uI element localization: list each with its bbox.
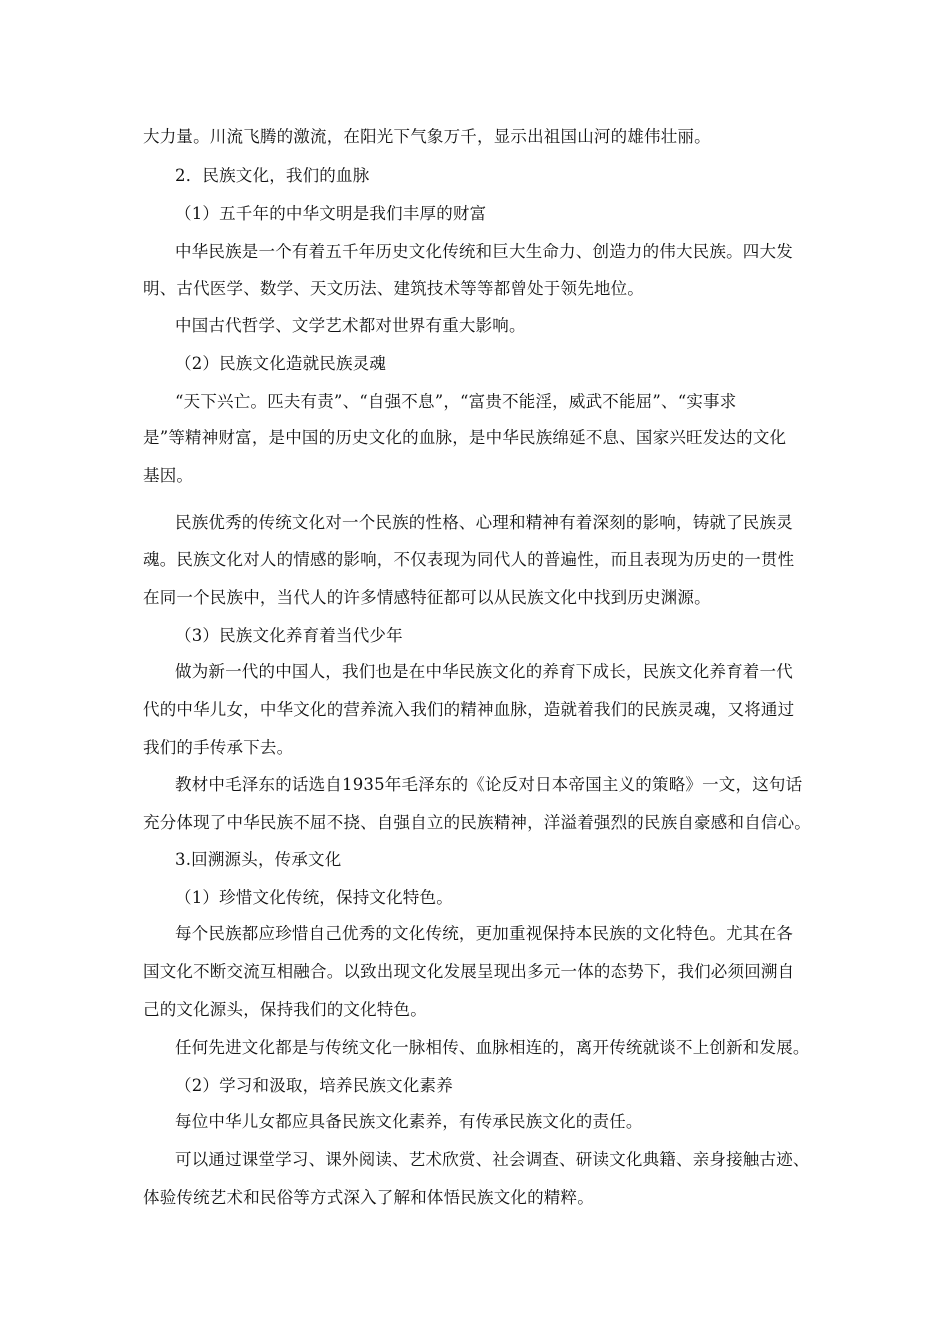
subsection-heading: （1）五千年的中华文明是我们丰厚的财富 (175, 204, 487, 223)
text-line: 是”等精神财富，是中国的历史文化的血脉，是中华民族绵延不息、国家兴旺发达的文化 (143, 428, 787, 447)
section-heading: 2．民族文化，我们的血脉 (175, 166, 370, 185)
text-line: 代的中华儿女，中华文化的营养流入我们的精神血脉，造就着我们的民族灵魂，又将通过 (143, 700, 795, 719)
text-line: 任何先进文化都是与传统文化一脉相传、血脉相连的，离开传统就谈不上创新和发展。 (175, 1038, 810, 1057)
text-line: 在同一个民族中，当代人的许多情感特征都可以从民族文化中找到历史渊源。 (143, 588, 711, 607)
text-line: 中国古代哲学、文学艺术都对世界有重大影响。 (175, 316, 526, 335)
section-heading: 3.回溯源头，传承文化 (175, 850, 342, 869)
text-line: 基因。 (143, 466, 194, 485)
subsection-heading: （2）学习和汲取，培养民族文化素养 (175, 1076, 453, 1095)
text-line: 明、古代医学、数学、天文历法、建筑技术等等都曾处于领先地位。 (143, 279, 644, 298)
text-line: 每位中华儿女都应具备民族文化素养，有传承民族文化的责任。 (175, 1112, 643, 1131)
text-line: 中华民族是一个有着五千年历史文化传统和巨大生命力、创造力的伟大民族。四大发 (175, 242, 793, 261)
text-line: 己的文化源头，保持我们的文化特色。 (143, 1000, 427, 1019)
text-line: “天下兴亡。匹夫有责”、“自强不息”，“富贵不能淫，威武不能屈”、“实事求 (175, 392, 737, 411)
text-line: 教材中毛泽东的话选自1935年毛泽东的《论反对日本帝国主义的策略》一文，这句话 (175, 775, 803, 794)
text-line: 大力量。川流飞腾的激流，在阳光下气象万千，显示出祖国山河的雄伟壮丽。 (143, 127, 711, 146)
text-line: 可以通过课堂学习、课外阅读、艺术欣赏、社会调查、研读文化典籍、亲身接触古迹、 (175, 1150, 810, 1169)
subsection-heading: （1）珍惜文化传统，保持文化特色。 (175, 888, 453, 907)
subsection-heading: （2）民族文化造就民族灵魂 (175, 354, 387, 373)
text-line: 国文化不断交流互相融合。以致出现文化发展呈现出多元一体的态势下，我们必须回溯自 (143, 962, 795, 981)
text-line: 每个民族都应珍惜自己优秀的文化传统，更加重视保持本民族的文化特色。尤其在各 (175, 924, 793, 943)
text-line: 充分体现了中华民族不屈不挠、自强自立的民族精神，洋溢着强烈的民族自豪感和自信心。 (143, 813, 811, 832)
text-line: 做为新一代的中国人，我们也是在中华民族文化的养育下成长，民族文化养育着一代 (175, 662, 793, 681)
text-line: 民族优秀的传统文化对一个民族的性格、心理和精神有着深刻的影响，铸就了民族灵 (175, 513, 793, 532)
subsection-heading: （3）民族文化养育着当代少年 (175, 626, 403, 645)
text-line: 我们的手传承下去。 (143, 738, 294, 757)
text-line: 体验传统艺术和民俗等方式深入了解和体悟民族文化的精粹。 (143, 1188, 594, 1207)
text-line: 魂。民族文化对人的情感的影响，不仅表现为同代人的普遍性，而且表现为历史的一贯性 (143, 550, 795, 569)
